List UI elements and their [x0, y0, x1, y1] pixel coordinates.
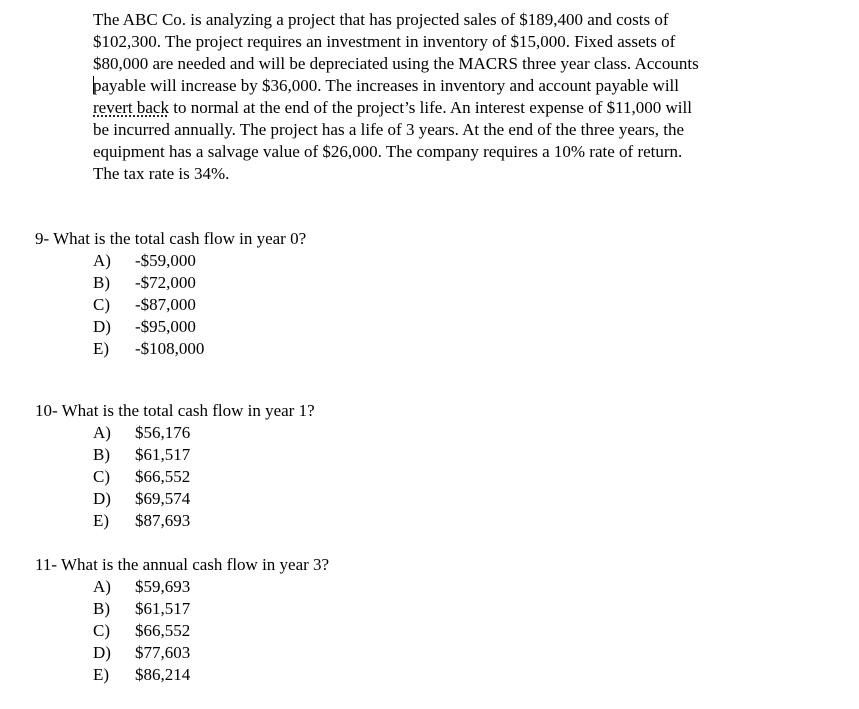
- option-value: $56,176: [135, 423, 191, 442]
- option-letter: D): [93, 489, 111, 508]
- option-letter: D): [93, 643, 111, 662]
- option-value: $61,517: [135, 599, 191, 618]
- option-value: $61,517: [135, 445, 191, 464]
- option-letter: C): [93, 295, 110, 314]
- option-c[interactable]: [93, 294, 635, 316]
- problem-line-5: [93, 97, 793, 119]
- option-b[interactable]: [93, 598, 635, 620]
- option-letter: B): [93, 599, 110, 618]
- option-value: -$87,000: [135, 295, 196, 314]
- option-value: $59,693: [135, 577, 191, 596]
- option-a[interactable]: [93, 250, 635, 272]
- option-letter: A): [93, 423, 111, 442]
- problem-line-4: [93, 75, 793, 97]
- option-letter: B): [93, 445, 110, 464]
- option-d[interactable]: [93, 642, 635, 664]
- option-b[interactable]: [93, 272, 635, 294]
- option-letter: B): [93, 273, 110, 292]
- answer-options: [35, 422, 635, 532]
- option-e[interactable]: [93, 664, 635, 686]
- option-e[interactable]: [93, 510, 635, 532]
- problem-line-6: be incurred annually. The project has a life of 3 years. At the end of the three years, the: [93, 120, 684, 139]
- problem-line-8: The tax rate is 34%.: [93, 164, 230, 183]
- question-text: 9- What is the total cash flow in year 0?: [35, 229, 307, 248]
- problem-line-4-text: payable will increase by $36,000. The increases in inventory and account payable will: [93, 76, 679, 95]
- option-value: $66,552: [135, 467, 191, 486]
- problem-line-7: equipment has a salvage value of $26,000. The company requires a 10% rate of return.: [93, 142, 683, 161]
- option-letter: E): [93, 339, 110, 358]
- problem-line-2: $102,300. The project requires an investment in inventory of $15,000. Fixed assets of: [93, 32, 676, 51]
- option-letter: E): [93, 511, 110, 530]
- option-letter: A): [93, 251, 111, 270]
- option-value: $87,693: [135, 511, 191, 530]
- option-value: -$95,000: [135, 317, 196, 336]
- question-11: [35, 554, 635, 686]
- question-text: 11- What is the annual cash flow in year 3?: [35, 555, 330, 574]
- problem-line-1: The ABC Co. is analyzing a project that has projected sales of $189,400 and costs of: [93, 10, 669, 29]
- option-value: -$108,000: [135, 339, 205, 358]
- question-text: 10- What is the total cash flow in year 1?: [35, 401, 315, 420]
- option-letter: C): [93, 467, 110, 486]
- option-letter: D): [93, 317, 111, 336]
- option-e[interactable]: [93, 338, 635, 360]
- option-value: $69,574: [135, 489, 191, 508]
- problem-line-3: $80,000 are needed and will be depreciated using the MACRS three year class. Accounts: [93, 54, 699, 73]
- option-a[interactable]: [93, 576, 635, 598]
- option-c[interactable]: [93, 620, 635, 642]
- option-letter: C): [93, 621, 110, 640]
- problem-line-5-rest: to normal at the end of the project’s life. An interest expense of $11,000 will: [168, 98, 692, 117]
- option-value: $77,603: [135, 643, 191, 662]
- question-9: [35, 228, 635, 360]
- grammar-flagged-text[interactable]: revert back: [93, 98, 169, 117]
- option-letter: A): [93, 577, 111, 596]
- option-value: $66,552: [135, 621, 191, 640]
- option-value: -$59,000: [135, 251, 196, 270]
- option-d[interactable]: [93, 316, 635, 338]
- option-a[interactable]: [93, 422, 635, 444]
- option-b[interactable]: [93, 444, 635, 466]
- problem-statement: [93, 9, 793, 185]
- option-value: $86,214: [135, 665, 191, 684]
- question-10: [35, 400, 635, 532]
- option-d[interactable]: [93, 488, 635, 510]
- option-c[interactable]: [93, 466, 635, 488]
- option-value: -$72,000: [135, 273, 196, 292]
- answer-options: [35, 250, 635, 360]
- answer-options: [35, 576, 635, 686]
- option-letter: E): [93, 665, 110, 684]
